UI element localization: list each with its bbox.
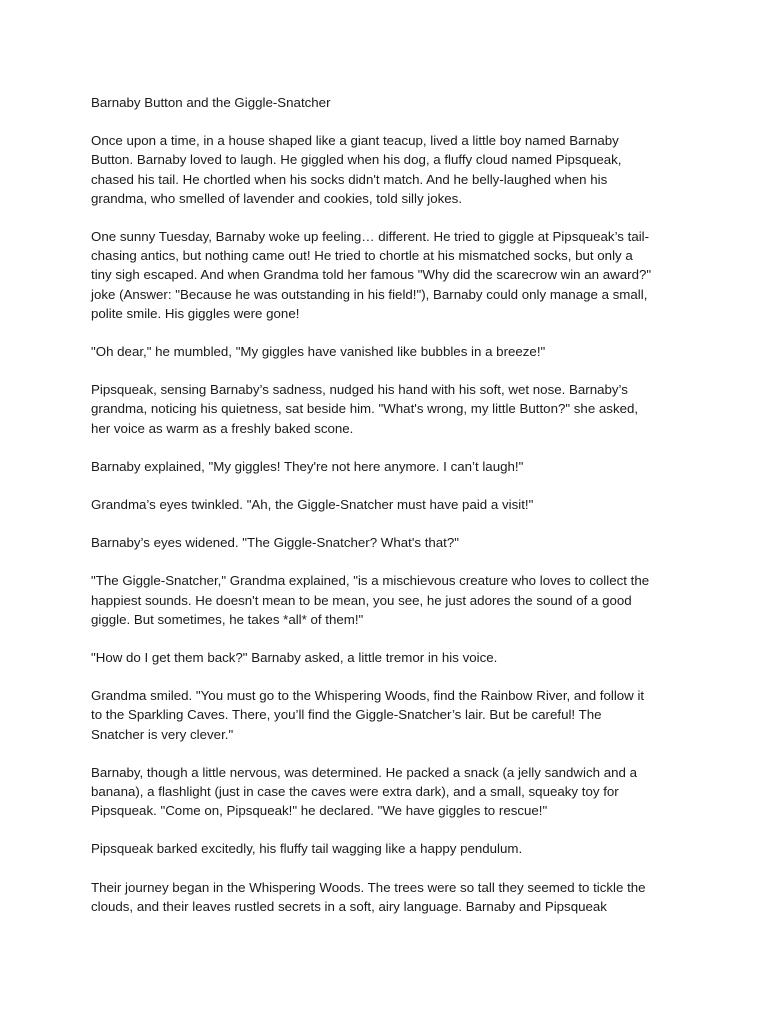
paragraph: "The Giggle-Snatcher," Grandma explained, "is a mischievous creature who loves to collect the happiest sounds. He doesn't mean to be mean, you see, he just adores the sound of a good giggle. But sometimes, he takes *all* of them!"	[91, 573, 650, 627]
paragraph: One sunny Tuesday, Barnaby woke up feeling… different. He tried to giggle at Pipsqueak’s tail- chasing antics, but nothing came out! He tried to chortle at his mismatched socks, but only a tiny sigh escaped. And when Grandma told her famous "Why did the scarecrow win an award?" joke (Answer: "Because he was outstanding in his field!"), Barnaby could only manage a small, polite smile. His giggles were gone!	[91, 229, 652, 321]
paragraph: Pipsqueak barked excitedly, his fluffy tail wagging like a happy pendulum.	[91, 841, 523, 857]
paragraph: Once upon a time, in a house shaped like a giant teacup, lived a little boy named Barnaby Button. Barnaby loved to laugh. He giggled when his dog, a fluffy cloud named Pipsqueak, chased his tail. He chortled when his socks didn't match. And he belly-laughed when his grandma, who smelled of lavender and cookies, told silly jokes.	[91, 133, 622, 206]
document-page	[91, 93, 676, 916]
paragraph: Barnaby, though a little nervous, was determined. He packed a snack (a jelly sandwich and a banana), a flashlight (just in case the caves were extra dark), and a small, squeaky toy for Pipsqueak. "Come on, Pipsqueak!" he declared. "We have giggles to rescue!"	[91, 764, 637, 819]
paragraph: Barnaby’s eyes widened. "The Giggle-Snatcher? What's that?"	[91, 535, 459, 551]
paragraph: "Oh dear," he mumbled, "My giggles have vanished like bubbles in a breeze!"	[91, 344, 546, 360]
paragraph: Grandma smiled. "You must go to the Whispering Woods, find the Rainbow River, and follow it to the Sparkling Caves. There, you’ll find the Giggle-Snatcher’s lair. But be careful! The Snatcher is very clever."	[91, 688, 645, 742]
paragraph: Their journey began in the Whispering Woods. The trees were so tall they seemed to tickle the clouds, and their leaves rustled secrets in a soft, airy language. Barnaby and Pipsqueak	[91, 879, 646, 914]
paragraph: Pipsqueak, sensing Barnaby’s sadness, nudged his hand with his soft, wet nose. Barnaby’s grandma, noticing his quietness, sat beside him. "What's wrong, my little Button?" she asked, her voice as warm as a freshly baked scone.	[91, 382, 639, 436]
paragraph: Barnaby explained, "My giggles! They're not here anymore. I can’t laugh!"	[91, 458, 524, 474]
document-title: Barnaby Button and the Giggle-Snatcher	[91, 95, 331, 110]
paragraph: Grandma’s eyes twinkled. "Ah, the Giggle-Snatcher must have paid a visit!"	[91, 497, 534, 513]
paragraph: "How do I get them back?" Barnaby asked, a little tremor in his voice.	[91, 650, 498, 666]
